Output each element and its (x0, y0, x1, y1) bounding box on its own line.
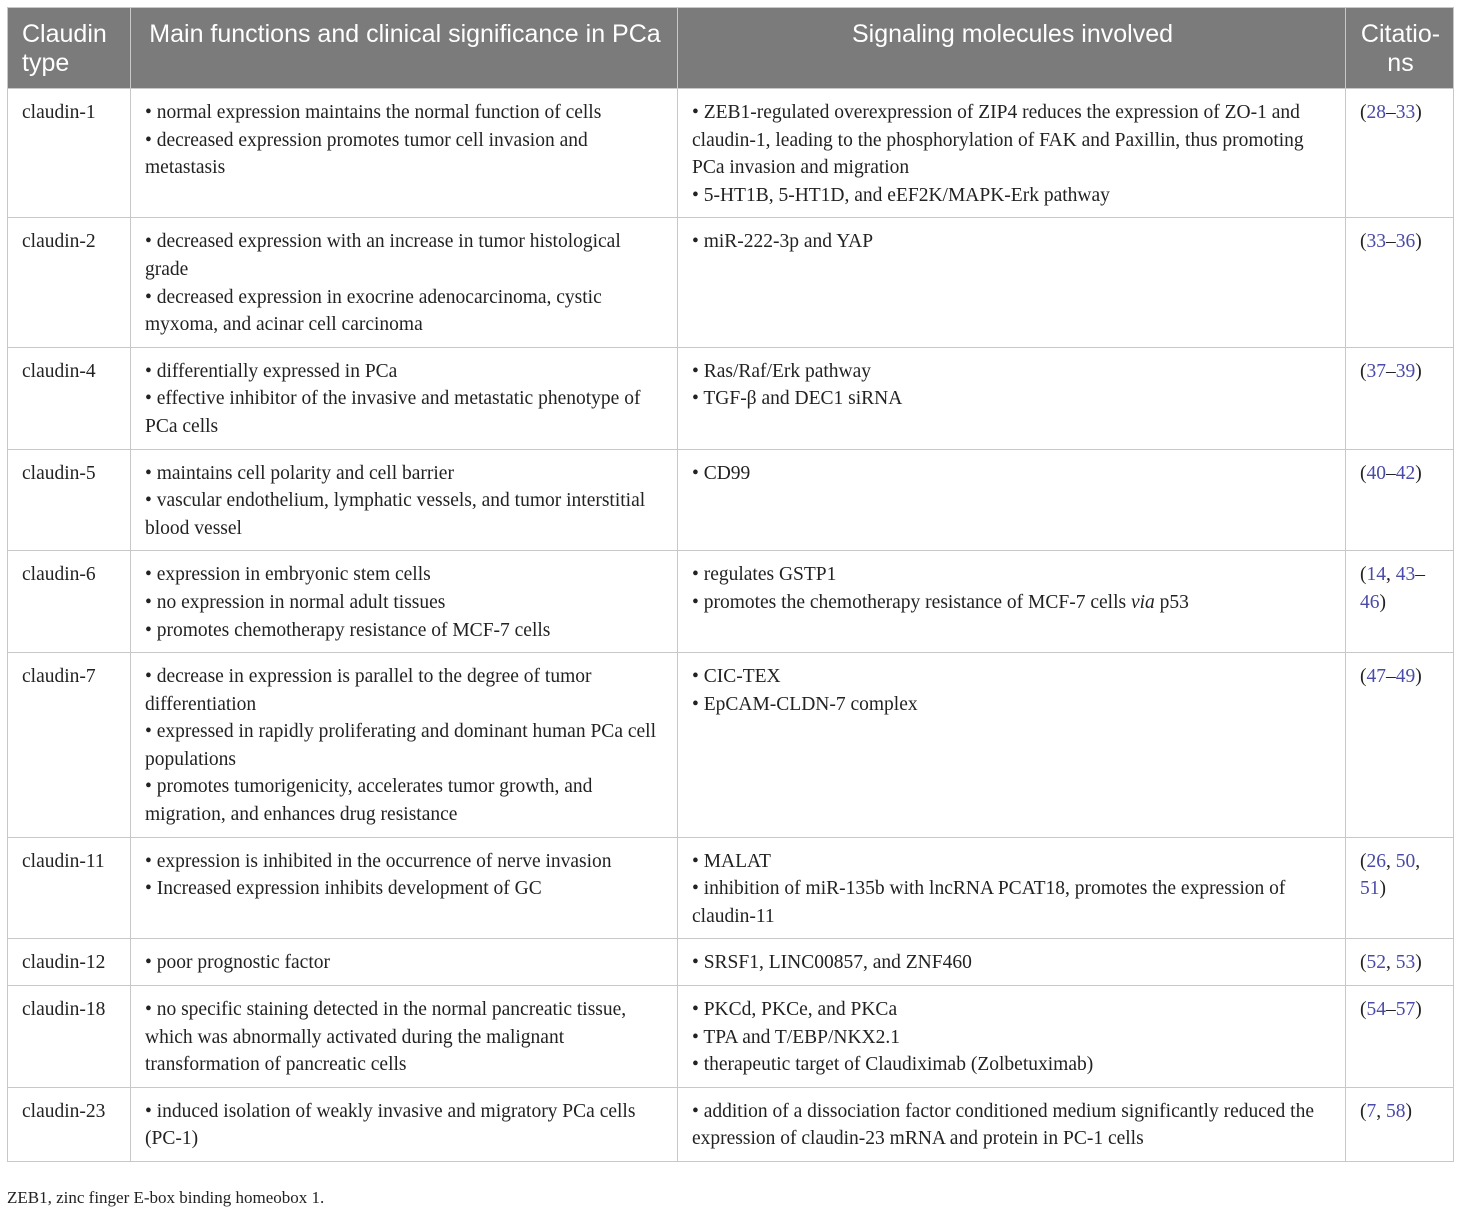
functions-cell (131, 218, 678, 347)
citation-punct: – (1386, 666, 1396, 688)
functions-cell (131, 939, 678, 986)
citation-punct: ) (1415, 666, 1422, 688)
signaling-item: • SRSF1, LINC00857, and ZNF460 (692, 952, 972, 974)
claudin-type-cell: claudin-11 (8, 837, 131, 939)
header-row (8, 8, 1454, 89)
function-item: • induced isolation of weakly invasive and migratory PCa cells (PC-1) (145, 1100, 636, 1150)
citation-punct: , (1376, 1100, 1386, 1122)
signaling-cell (678, 939, 1346, 986)
citation-punct: ( (1360, 666, 1367, 688)
citations-cell (1346, 986, 1454, 1088)
signaling-item: • CD99 (692, 462, 751, 484)
citations-cell (1346, 218, 1454, 347)
citation-link[interactable]: 39 (1395, 360, 1416, 382)
citation-link[interactable]: 51 (1360, 878, 1380, 900)
citation-punct: , (1415, 850, 1421, 872)
function-item: • decreased expression with an increase in tumor histological grade (145, 231, 621, 280)
citation-punct: , (1386, 850, 1396, 872)
signaling-cell (678, 218, 1346, 347)
citation-link[interactable]: 36 (1395, 231, 1416, 253)
signaling-text: • promotes the chemotherapy resistance of MCF-7 cells (692, 591, 1131, 613)
function-item: • no expression in normal adult tissues (145, 591, 446, 613)
signaling-item: • MALAT (692, 850, 771, 872)
citations-cell (1346, 653, 1454, 838)
claudin-type-cell: claudin-1 (8, 89, 131, 218)
table-row (8, 218, 1454, 347)
functions-cell (131, 986, 678, 1088)
signaling-item: • EpCAM-CLDN-7 complex (692, 693, 918, 715)
citation-link[interactable]: 52 (1366, 952, 1386, 974)
citation-link[interactable]: 54 (1366, 999, 1386, 1021)
function-item: • differentially expressed in PCa (145, 360, 398, 382)
functions-cell (131, 653, 678, 838)
functions-cell (131, 837, 678, 939)
header-claudin-type: Claudin type (8, 8, 131, 89)
claudin-type-cell: claudin-4 (8, 347, 131, 449)
function-item: • promotes chemotherapy resistance of MCF-7 cells (145, 619, 551, 641)
citation-punct: ) (1405, 1100, 1412, 1122)
citation-punct: ) (1415, 462, 1422, 484)
citation-punct: ( (1360, 1100, 1367, 1122)
citation-link[interactable]: 57 (1395, 999, 1416, 1021)
signaling-italic: via (1130, 591, 1155, 613)
signaling-cell (678, 986, 1346, 1088)
functions-cell (131, 1087, 678, 1161)
citation-link[interactable]: 28 (1366, 102, 1386, 123)
citation-link[interactable]: 46 (1360, 591, 1380, 613)
citation-link[interactable]: 43 (1395, 564, 1416, 586)
function-item: • decreased expression promotes tumor cell invasion and metastasis (145, 129, 588, 179)
header-main-functions: Main functions and clinical significance in PCa (131, 8, 678, 89)
signaling-cell (678, 89, 1346, 218)
signaling-item: • regulates GSTP1 (692, 564, 837, 586)
function-item: • no specific staining detected in the normal pancreatic tissue, which was abnormally activated during the malignant transformation of pancreatic cells (145, 999, 627, 1076)
claudin-type-cell: claudin-12 (8, 939, 131, 986)
citation-punct: ) (1415, 999, 1422, 1021)
signaling-item: • ZEB1-regulated overexpression of ZIP4 reduces the expression of ZO-1 and claudin-1, leading to the phosphorylation of FAK and Paxillin, thus promoting PCa invasion and migration (692, 102, 1304, 179)
signaling-item: • Ras/Raf/Erk pathway (692, 360, 872, 382)
signaling-item: • inhibition of miR-135b with lncRNA PCAT18, promotes the expression of claudin-11 (692, 878, 1286, 927)
citations-cell (1346, 939, 1454, 986)
citation-link[interactable]: 40 (1366, 462, 1386, 484)
citation-link[interactable]: 26 (1366, 850, 1386, 872)
signaling-item: • addition of a dissociation factor conditioned medium significantly reduced the expression of claudin-23 mRNA and protein in PC-1 cells (692, 1100, 1314, 1150)
signaling-item: • TGF-β and DEC1 siRNA (692, 388, 903, 410)
claudin-type-cell: claudin-2 (8, 218, 131, 347)
signaling-item: • therapeutic target of Claudiximab (Zolbetuximab) (692, 1054, 1094, 1076)
function-item: • effective inhibitor of the invasive and metastatic phenotype of PCa cells (145, 388, 641, 437)
signaling-item (692, 589, 1333, 617)
citation-punct: ( (1360, 360, 1367, 382)
functions-cell (131, 347, 678, 449)
citation-punct: – (1386, 462, 1396, 484)
citation-punct: ( (1360, 999, 1367, 1021)
citation-link[interactable]: 49 (1395, 666, 1416, 688)
function-item: • poor prognostic factor (145, 952, 330, 974)
citation-link[interactable]: 50 (1395, 850, 1416, 872)
citation-link[interactable]: 33 (1395, 102, 1416, 123)
citation-punct: – (1386, 999, 1396, 1021)
claudin-type-cell: claudin-23 (8, 1087, 131, 1161)
function-item: • Increased expression inhibits development of GC (145, 878, 542, 900)
function-item: • decreased expression in exocrine adenocarcinoma, cystic myxoma, and acinar cell carcinoma (145, 286, 602, 336)
citation-punct: ( (1360, 102, 1367, 123)
header-citations: Citatio- ns (1346, 8, 1454, 89)
signaling-item: • PKCd, PKCe, and PKCa (692, 999, 898, 1021)
signaling-item: • CIC-TEX (692, 666, 781, 688)
function-item: • vascular endothelium, lymphatic vessels, and tumor interstitial blood vessel (145, 490, 646, 539)
signaling-cell (678, 1087, 1346, 1161)
table-row (8, 939, 1454, 986)
citation-punct: ( (1360, 952, 1367, 974)
citation-punct: – (1386, 102, 1396, 123)
citation-punct: ( (1360, 850, 1367, 872)
citation-link[interactable]: 33 (1366, 231, 1386, 253)
functions-cell (131, 89, 678, 218)
table-row (8, 89, 1454, 218)
signaling-cell (678, 551, 1346, 653)
citation-punct: – (1415, 564, 1425, 586)
citation-link[interactable]: 58 (1386, 1100, 1406, 1122)
citation-punct: , (1386, 564, 1396, 586)
header-signaling: Signaling molecules involved (678, 8, 1346, 89)
table-row (8, 551, 1454, 653)
function-item: • normal expression maintains the normal function of cells (145, 102, 602, 123)
citation-punct: ) (1415, 360, 1422, 382)
claudin-type-cell: claudin-5 (8, 449, 131, 551)
signaling-cell (678, 837, 1346, 939)
citation-punct: ( (1360, 231, 1367, 253)
functions-cell (131, 551, 678, 653)
citation-punct: ( (1360, 462, 1367, 484)
claudin-type-cell: claudin-7 (8, 653, 131, 838)
table-row (8, 347, 1454, 449)
function-item: • maintains cell polarity and cell barrier (145, 462, 454, 484)
table-row (8, 1087, 1454, 1161)
citation-punct: ) (1415, 102, 1422, 123)
citations-cell (1346, 449, 1454, 551)
signaling-item: • TPA and T/EBP/NKX2.1 (692, 1026, 901, 1048)
table-body (8, 89, 1454, 1162)
claudin-type-cell: claudin-6 (8, 551, 131, 653)
citation-punct: ) (1415, 952, 1422, 974)
citations-cell (1346, 347, 1454, 449)
table-row (8, 986, 1454, 1088)
citation-link[interactable]: 14 (1366, 564, 1386, 586)
functions-cell (131, 449, 678, 551)
signaling-item: • 5-HT1B, 5-HT1D, and eEF2K/MAPK-Erk pathway (692, 184, 1110, 206)
citation-punct: – (1386, 360, 1396, 382)
citation-punct: ) (1415, 231, 1422, 253)
citation-punct: ( (1360, 564, 1367, 586)
signaling-cell (678, 449, 1346, 551)
signaling-text: p53 (1154, 591, 1189, 613)
table-row (8, 837, 1454, 939)
citations-cell (1346, 89, 1454, 218)
signaling-item: • miR-222-3p and YAP (692, 231, 874, 253)
citation-punct: , (1386, 952, 1396, 974)
function-item: • expressed in rapidly proliferating and dominant human PCa cell populations (145, 721, 656, 770)
citations-cell (1346, 837, 1454, 939)
signaling-cell (678, 653, 1346, 838)
citation-punct: – (1386, 231, 1396, 253)
citation-link[interactable]: 42 (1395, 462, 1416, 484)
citations-cell (1346, 551, 1454, 653)
citation-link[interactable]: 47 (1366, 666, 1386, 688)
signaling-cell (678, 347, 1346, 449)
claudin-table (7, 7, 1454, 1162)
function-item: • expression in embryonic stem cells (145, 564, 431, 586)
function-item: • decrease in expression is parallel to the degree of tumor differentiation (145, 666, 592, 715)
function-item: • promotes tumorigenicity, accelerates tumor growth, and migration, and enhances drug resistance (145, 776, 593, 826)
table-footnote: ZEB1, zinc finger E-box binding homeobox 1. (7, 1188, 325, 1207)
citation-punct: ) (1379, 878, 1386, 900)
citation-link[interactable]: 37 (1366, 360, 1386, 382)
table-row (8, 653, 1454, 838)
citation-link[interactable]: 53 (1395, 952, 1416, 974)
citation-punct: ) (1379, 591, 1386, 613)
claudin-type-cell: claudin-18 (8, 986, 131, 1088)
table-row (8, 449, 1454, 551)
citations-cell (1346, 1087, 1454, 1161)
function-item: • expression is inhibited in the occurrence of nerve invasion (145, 850, 612, 872)
table-container (7, 7, 1453, 1162)
citation-link[interactable]: 7 (1366, 1100, 1377, 1122)
